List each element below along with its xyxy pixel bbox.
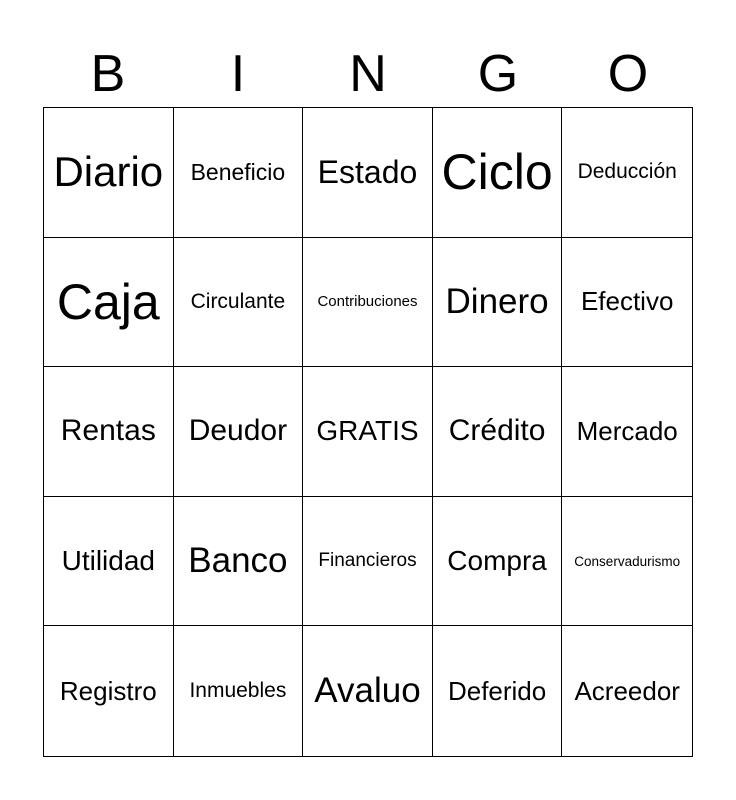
bingo-board bbox=[43, 107, 693, 757]
bingo-cell[interactable]: Compra bbox=[433, 497, 563, 627]
bingo-cell[interactable]: Utilidad bbox=[44, 497, 174, 627]
header-letter-i: I bbox=[230, 45, 246, 103]
header-letter-n: N bbox=[349, 45, 387, 103]
bingo-cell[interactable]: Ciclo bbox=[433, 108, 563, 238]
bingo-cell[interactable]: Avaluo bbox=[303, 626, 433, 756]
free-space-cell[interactable]: GRATIS bbox=[303, 367, 433, 497]
header-letter-g: G bbox=[477, 45, 519, 103]
bingo-cell[interactable]: Circulante bbox=[174, 238, 304, 368]
bingo-cell[interactable]: Dinero bbox=[433, 238, 563, 368]
bingo-cell[interactable]: Efectivo bbox=[562, 238, 692, 368]
header-letter-b: B bbox=[90, 45, 126, 103]
bingo-cell[interactable]: Inmuebles bbox=[174, 626, 304, 756]
bingo-cell[interactable]: Deudor bbox=[174, 367, 304, 497]
bingo-header bbox=[43, 40, 693, 108]
bingo-cell[interactable]: Financieros bbox=[303, 497, 433, 627]
bingo-cell[interactable]: Deducción bbox=[562, 108, 692, 238]
bingo-cell[interactable]: Diario bbox=[44, 108, 174, 238]
bingo-cell[interactable]: Caja bbox=[44, 238, 174, 368]
bingo-cell[interactable]: Rentas bbox=[44, 367, 174, 497]
bingo-cell[interactable]: Beneficio bbox=[174, 108, 304, 238]
header-letter-o: O bbox=[607, 45, 649, 103]
bingo-cell[interactable]: Deferido bbox=[433, 626, 563, 756]
bingo-cell[interactable]: Contribuciones bbox=[303, 238, 433, 368]
bingo-cell[interactable]: Acreedor bbox=[574, 675, 680, 706]
bingo-cell[interactable]: Mercado bbox=[562, 367, 692, 497]
bingo-cell[interactable]: Crédito bbox=[433, 367, 563, 497]
bingo-cell[interactable]: Banco bbox=[174, 497, 304, 627]
bingo-cell[interactable]: Estado bbox=[303, 108, 433, 238]
bingo-cell[interactable]: Conservadurismo bbox=[562, 497, 692, 627]
bingo-cell[interactable]: Registro bbox=[44, 626, 174, 756]
